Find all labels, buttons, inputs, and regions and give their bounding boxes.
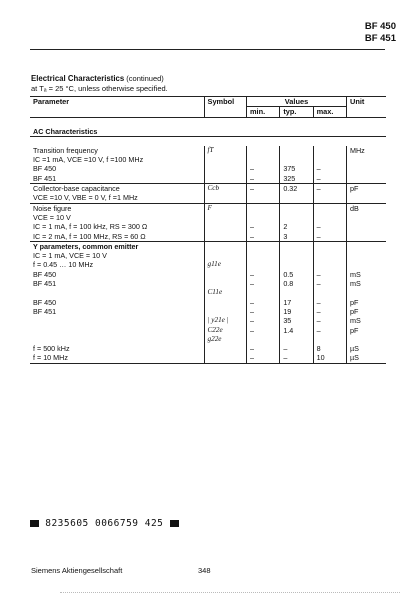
unit-cell <box>347 174 387 184</box>
param-cell: BF 450 <box>33 269 57 279</box>
unit-cell <box>347 193 387 203</box>
part-number-2: BF 451 <box>364 33 396 44</box>
max-cell: – <box>313 232 346 242</box>
unit-cell <box>347 222 387 231</box>
max-cell: – <box>313 174 346 184</box>
table-row <box>30 307 386 316</box>
typ-cell: – <box>280 353 313 363</box>
min-cell: – <box>246 222 279 231</box>
unit-cell <box>347 232 387 242</box>
min-cell <box>246 260 279 269</box>
param-cell: BF 451 <box>33 306 57 316</box>
page-number: 348 <box>198 566 211 575</box>
section-title-suffix: (continued) <box>124 74 164 83</box>
symbol-cell <box>204 307 246 316</box>
typ-cell: 19 <box>280 307 313 316</box>
symbol-cell <box>204 279 246 288</box>
unit-cell <box>347 155 387 164</box>
typ-cell: 2 <box>280 222 313 231</box>
typ-cell: 3 <box>280 232 313 242</box>
barcode-block-left <box>30 520 39 527</box>
param-cell: IC =1 mA, VCE =10 V, f =100 MHz <box>33 155 144 165</box>
symbol-cell <box>204 270 246 279</box>
symbol-cell <box>204 251 246 260</box>
table-row <box>30 241 386 251</box>
param-cell: BF 450 <box>33 164 57 174</box>
unit-cell <box>347 260 387 269</box>
max-cell <box>313 193 346 203</box>
max-cell: – <box>313 222 346 231</box>
part-number-1: BF 450 <box>364 21 396 32</box>
table-row <box>30 279 386 288</box>
min-cell <box>246 335 279 344</box>
unit-cell: dB <box>347 203 387 213</box>
symbol-cell <box>204 353 246 363</box>
unit-cell: mS <box>347 316 387 325</box>
unit-cell: pF <box>347 298 387 307</box>
param-cell: VCE = 10 V <box>33 212 71 222</box>
table-row <box>30 288 386 297</box>
min-cell <box>246 213 279 222</box>
typ-cell: – <box>280 344 313 353</box>
symbol-cell: | y21e | <box>204 316 246 325</box>
col-symbol: Symbol <box>204 97 246 107</box>
max-cell <box>313 241 346 251</box>
symbol-cell <box>204 241 246 251</box>
symbol-cell: C22e <box>204 326 246 335</box>
param-cell: Noise figure <box>33 203 72 213</box>
table-row <box>30 213 386 222</box>
unit-cell <box>347 335 387 344</box>
part-number-header <box>365 21 396 45</box>
unit-cell: pF <box>347 326 387 335</box>
table-row <box>30 174 386 184</box>
unit-cell <box>347 213 387 222</box>
max-cell <box>313 251 346 260</box>
typ-cell <box>280 288 313 297</box>
unit-cell: pF <box>347 307 387 316</box>
max-cell: 8 <box>313 344 346 353</box>
table-row <box>30 155 386 164</box>
max-cell <box>313 146 346 155</box>
symbol-cell <box>204 193 246 203</box>
typ-cell <box>280 155 313 164</box>
max-cell: – <box>313 184 346 194</box>
typ-cell <box>280 260 313 269</box>
typ-cell: 17 <box>280 298 313 307</box>
unit-cell <box>347 241 387 251</box>
param-cell: BF 450 <box>33 297 57 307</box>
max-cell: – <box>313 307 346 316</box>
characteristics-table <box>30 96 386 364</box>
symbol-cell: C11e <box>204 288 246 297</box>
table-row <box>30 193 386 203</box>
unit-cell <box>347 251 387 260</box>
col-typ: typ. <box>280 107 313 117</box>
max-cell: – <box>313 279 346 288</box>
min-cell <box>246 155 279 164</box>
max-cell: – <box>313 326 346 335</box>
table-row <box>30 184 386 194</box>
min-cell: – <box>246 184 279 194</box>
typ-cell <box>280 335 313 344</box>
typ-cell <box>280 146 313 155</box>
symbol-cell: F <box>204 203 246 213</box>
max-cell: – <box>313 164 346 173</box>
typ-cell <box>280 213 313 222</box>
typ-cell: 375 <box>280 164 313 173</box>
unit-cell <box>347 164 387 173</box>
max-cell: – <box>313 270 346 279</box>
param-cell: Y parameters, common emitter <box>33 241 139 251</box>
table-row <box>30 298 386 307</box>
param-cell: BF 451 <box>33 279 57 289</box>
symbol-cell <box>204 344 246 353</box>
param-cell: BF 451 <box>33 173 57 183</box>
param-cell <box>30 335 204 344</box>
table-row <box>30 203 386 213</box>
typ-cell: 325 <box>280 174 313 184</box>
min-cell: – <box>246 298 279 307</box>
unit-cell: mS <box>347 270 387 279</box>
table-row <box>30 251 386 260</box>
symbol-cell: fT <box>204 146 246 155</box>
param-cell: f = 500 kHz <box>33 344 70 354</box>
table-row <box>30 260 386 269</box>
symbol-cell: g11e <box>204 260 246 269</box>
max-cell: 10 <box>313 353 346 363</box>
min-cell: – <box>246 307 279 316</box>
section-heading <box>31 74 168 94</box>
param-cell: IC = 1 mA, f = 100 kHz, RS = 300 Ω <box>33 222 148 232</box>
min-cell <box>246 193 279 203</box>
param-cell: Collector-base capacitance <box>33 184 120 194</box>
table-row <box>30 270 386 279</box>
min-cell <box>246 203 279 213</box>
param-cell: IC = 2 mA, f = 100 MHz, RS = 60 Ω <box>33 231 146 241</box>
ac-characteristics-title: AC Characteristics <box>33 126 98 136</box>
symbol-cell <box>204 155 246 164</box>
param-cell: f = 10 MHz <box>33 353 68 363</box>
min-cell: – <box>246 232 279 242</box>
typ-cell: 1.4 <box>280 326 313 335</box>
typ-cell <box>280 251 313 260</box>
min-cell: – <box>246 279 279 288</box>
min-cell: – <box>246 344 279 353</box>
max-cell <box>313 288 346 297</box>
table-row <box>30 316 386 325</box>
table-row <box>30 344 386 353</box>
symbol-cell <box>204 298 246 307</box>
barcode-text: 8235605 0066759 425 <box>45 518 164 529</box>
min-cell: – <box>246 326 279 335</box>
param-cell: IC = 1 mA, VCE = 10 V <box>33 251 107 261</box>
min-cell: – <box>246 164 279 173</box>
table-row <box>30 335 386 344</box>
symbol-cell <box>204 222 246 231</box>
unit-cell <box>347 288 387 297</box>
col-parameter: Parameter <box>33 97 70 106</box>
bottom-scan-line <box>60 592 400 593</box>
col-values: Values <box>246 97 346 107</box>
section-condition: at Tₐ = 25 °C, unless otherwise specified. <box>31 84 168 93</box>
symbol-cell <box>204 174 246 184</box>
unit-cell: MHz <box>347 146 387 155</box>
min-cell <box>246 241 279 251</box>
col-min: min. <box>246 107 279 117</box>
table-row <box>30 353 386 363</box>
max-cell <box>313 155 346 164</box>
table-row <box>30 146 386 155</box>
param-cell: VCE =10 V, VBE = 0 V, f =1 MHz <box>33 193 138 203</box>
table-row <box>30 326 386 335</box>
col-max: max. <box>313 107 346 117</box>
param-cell <box>30 326 204 335</box>
param-cell: f = 0.45 … 10 MHz <box>33 260 94 270</box>
min-cell <box>246 146 279 155</box>
typ-cell: 35 <box>280 316 313 325</box>
unit-cell: µS <box>347 344 387 353</box>
max-cell <box>313 203 346 213</box>
param-cell: Transition frequency <box>33 145 98 155</box>
min-cell <box>246 288 279 297</box>
symbol-cell <box>204 213 246 222</box>
header-rule <box>30 49 385 50</box>
symbol-cell: Ccb <box>204 184 246 194</box>
min-cell: – <box>246 353 279 363</box>
unit-cell: µS <box>347 353 387 363</box>
param-cell <box>30 288 204 297</box>
section-title: Electrical Characteristics <box>31 74 125 83</box>
symbol-cell: g22e <box>204 335 246 344</box>
table-row <box>30 232 386 242</box>
company-name: Siemens Aktiengesellschaft <box>31 566 123 575</box>
symbol-cell <box>204 232 246 242</box>
typ-cell: 0.5 <box>280 270 313 279</box>
max-cell: – <box>313 298 346 307</box>
unit-cell: pF <box>347 184 387 194</box>
barcode-block-right <box>170 520 179 527</box>
symbol-cell <box>204 164 246 173</box>
typ-cell <box>280 241 313 251</box>
typ-cell: 0.8 <box>280 279 313 288</box>
min-cell: – <box>246 270 279 279</box>
table-row <box>30 222 386 231</box>
min-cell: – <box>246 174 279 184</box>
unit-cell: mS <box>347 279 387 288</box>
col-unit: Unit <box>347 97 387 107</box>
typ-cell: 0.32 <box>280 184 313 194</box>
max-cell: – <box>313 316 346 325</box>
max-cell <box>313 213 346 222</box>
typ-cell <box>280 203 313 213</box>
max-cell <box>313 335 346 344</box>
param-cell <box>30 316 204 325</box>
min-cell <box>246 251 279 260</box>
typ-cell <box>280 193 313 203</box>
barcode-line <box>30 518 179 529</box>
min-cell: – <box>246 316 279 325</box>
max-cell <box>313 260 346 269</box>
table-row <box>30 164 386 173</box>
